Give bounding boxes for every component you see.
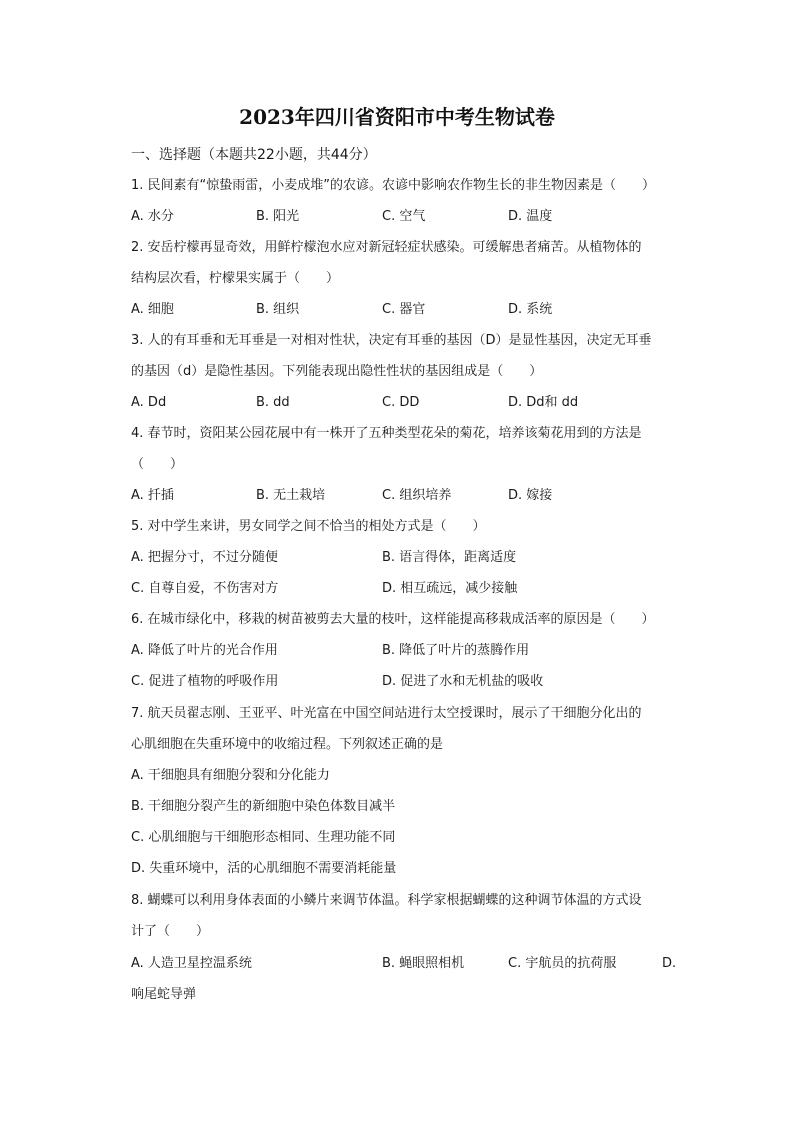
- question-3-option-a: A. Dd: [131, 395, 167, 410]
- question-2-stem-line-1: 2. 安岳柠檬再显奇效，用鲜柠檬泡水应对新冠轻症状感染。可缓解患者痛苦。从植物体的: [131, 240, 642, 255]
- question-4-option-b: B. 无土栽培: [256, 488, 326, 503]
- question-1-stem: 1. 民间素有“惊蛰雨雷，小麦成堆”的农谚。农谚中影响农作物生长的非生物因素是（ ）: [131, 178, 656, 193]
- question-4-stem-line-2: （ ）: [131, 457, 184, 472]
- question-2-option-a: A. 细胞: [131, 302, 174, 317]
- question-8-option-d-text: 响尾蛇导弹: [131, 987, 197, 1002]
- question-5-stem: 5. 对中学生来讲，男女同学之间不恰当的相处方式是（ ）: [131, 519, 486, 534]
- question-1-option-b: B. 阳光: [256, 209, 300, 224]
- question-6-option-a: A. 降低了叶片的光合作用: [131, 643, 278, 658]
- question-7-option-a: A. 干细胞具有细胞分裂和分化能力: [131, 768, 330, 783]
- question-3-option-d: D. Dd和 dd: [508, 395, 579, 410]
- question-6-option-c: C. 促进了植物的呼吸作用: [131, 674, 279, 689]
- question-6-option-d: D. 促进了水和无机盐的吸收: [382, 674, 544, 689]
- question-8-stem-line-2: 计了（ ）: [131, 924, 210, 939]
- question-7-option-b: B. 干细胞分裂产生的新细胞中染色体数目减半: [131, 799, 396, 814]
- question-5-option-a: A. 把握分寸，不过分随便: [131, 550, 278, 565]
- question-2-option-d: D. 系统: [508, 302, 553, 317]
- question-2-option-b: B. 组织: [256, 302, 300, 317]
- question-8-option-b: B. 蝇眼照相机: [382, 956, 465, 971]
- question-3-option-c: C. DD: [382, 395, 420, 410]
- question-4-option-c: C. 组织培养: [382, 488, 452, 503]
- question-1-option-c: C. 空气: [382, 209, 426, 224]
- exam-title: 2023年四川省资阳市中考生物试卷: [239, 105, 555, 129]
- question-4-option-d: D. 嫁接: [508, 488, 553, 503]
- question-7-stem-line-1: 7. 航天员翟志刚、王亚平、叶光富在中国空间站进行太空授课时，展示了干细胞分化出的: [131, 706, 642, 721]
- question-4-stem-line-1: 4. 春节时，资阳某公园花展中有一株开了五种类型花朵的菊花，培养该菊花用到的方法是: [131, 426, 642, 441]
- question-1-option-a: A. 水分: [131, 209, 174, 224]
- question-2-option-c: C. 器官: [382, 302, 426, 317]
- question-8-option-d-label: D.: [662, 956, 677, 971]
- question-3-stem-line-1: 3. 人的有耳垂和无耳垂是一对相对性状，决定有耳垂的基因（D）是显性基因，决定无耳垂: [131, 333, 652, 348]
- section-heading: 一、选择题（本题共22小题，共44分）: [131, 147, 377, 163]
- question-8-option-c: C. 宇航员的抗荷服: [508, 956, 617, 971]
- question-5-option-c: C. 自尊自爱，不伤害对方: [131, 581, 279, 596]
- question-1-option-d: D. 温度: [508, 209, 553, 224]
- question-3-stem-line-2: 的基因（d）是隐性基因。下列能表现出隐性性状的基因组成是（ ）: [131, 364, 543, 379]
- question-2-stem-line-2: 结构层次看，柠檬果实属于（ ）: [131, 271, 340, 286]
- question-5-option-d: D. 相互疏远，减少接触: [382, 581, 518, 596]
- question-8-stem-line-1: 8. 蝴蝶可以利用身体表面的小鳞片来调节体温。科学家根据蝴蝶的这种调节体温的方式设: [131, 893, 642, 908]
- question-4-option-a: A. 扦插: [131, 488, 174, 503]
- question-6-option-b: B. 降低了叶片的蒸腾作用: [382, 643, 530, 658]
- question-3-option-b: B. dd: [256, 395, 290, 410]
- question-7-option-c: C. 心肌细胞与干细胞形态相同、生理功能不同: [131, 830, 396, 845]
- question-6-stem: 6. 在城市绿化中，移栽的树苗被剪去大量的枝叶，这样能提高移栽成活率的原因是（ ）: [131, 612, 655, 627]
- question-7-stem-line-2: 心肌细胞在失重环境中的收缩过程。下列叙述正确的是: [131, 737, 444, 752]
- question-7-option-d: D. 失重环境中，活的心肌细胞不需要消耗能量: [131, 861, 397, 876]
- question-5-option-b: B. 语言得体，距离适度: [382, 550, 517, 565]
- question-8-option-a: A. 人造卫星控温系统: [131, 956, 252, 971]
